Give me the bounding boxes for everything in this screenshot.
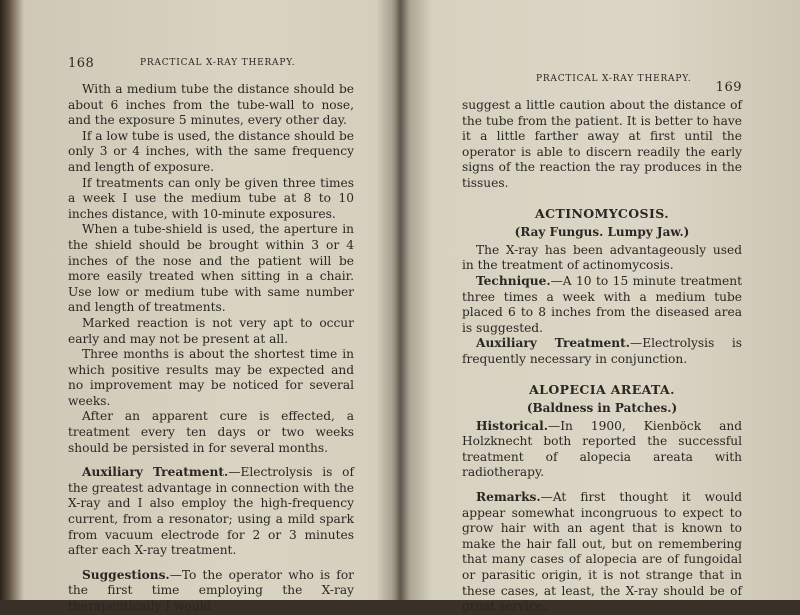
- actinomycosis-heading: ACTINOMYCOSIS.: [535, 205, 669, 221]
- auxiliary-treatment-paragraph-right: [462, 336, 742, 367]
- auxiliary-treatment-paragraph: [68, 465, 354, 559]
- remarks-text: —At first thought it would appear somewhat incongruous to expect to grow hair with an agent that is known to make the hair fall out, but on remembering that many cases of alopecia are of fungoidal or parasitic origin, it is not strange that in these cases, at least, the X-ray should be of great service.: [462, 490, 742, 614]
- paragraph: Marked reaction is not very apt to occur early and may not be present at all.: [68, 315, 354, 346]
- left-page-body: [38, 82, 354, 615]
- book-gutter: [392, 0, 410, 600]
- alopecia-subheading: (Baldness in Patches.): [526, 401, 678, 416]
- suggestions-paragraph: [68, 568, 354, 615]
- auxiliary-treatment-text: —Electrolysis is of the greatest advantage in connection with the X-ray and I also employ the high-frequency current, from a resonator; using a mild spark from vacuum electrode for 2 or 3 minutes after each X-ray treatment.: [68, 465, 354, 558]
- continuation-paragraph: suggest a little caution about the distance of the tube from the patient. It is better to have it a little farther away at first until the operator is able to discern readily the early signs of the reaction the ray produces in the tissues.: [462, 98, 742, 190]
- technique-text: —A 10 to 15 minute treatment three times a week with a medium tube placed 6 to 8 inches from the diseased area is suggested.: [462, 273, 742, 335]
- technique-paragraph: [462, 274, 742, 336]
- right-page-body: [462, 98, 742, 615]
- suggestions-label: Suggestions.: [82, 567, 170, 582]
- paragraph: When a tube-shield is used, the aperture in the shield should be brought within 3 or 4 inches of the nose and the patient will be more easily treated when sitting in a chair. Use low or medium tube with same number and length of treatments.: [68, 222, 354, 315]
- auxiliary-treatment-label: Auxiliary Treatment.: [82, 465, 229, 480]
- right-running-title: PRACTICAL X-RAY THERAPY.: [536, 74, 692, 84]
- historical-text: —In 1900, Kienböck and Holzknecht both reported the successful treatment of alopecia areata with radiotherapy.: [462, 418, 742, 480]
- right-page-number: 169: [715, 80, 742, 95]
- paragraph: After an apparent cure is effected, a treatment every ten days or two weeks should be persisted in for several months.: [68, 409, 354, 455]
- paragraph: Three months is about the shortest time in which positive results may be expected and no improvement may be noticed for several weeks.: [68, 347, 354, 408]
- left-page-number: 168: [68, 56, 95, 71]
- actinomycosis-intro: The X-ray has been advantageously used in the treatment of actinomycosis.: [462, 242, 742, 273]
- left-running-title: PRACTICAL X-RAY THERAPY.: [140, 58, 296, 68]
- paragraph: If a low tube is used, the distance should be only 3 or 4 inches, with the same frequency and length of exposure.: [68, 128, 354, 174]
- paragraph: If treatments can only be given three times a week I use the medium tube at 8 to 10 inches distance, with 10-minute exposures.: [68, 175, 354, 221]
- suggestions-text: —To the operator who is for the first time employing the X-ray therapeutically I would: [68, 567, 354, 613]
- alopecia-heading: ALOPECIA AREATA.: [529, 381, 675, 397]
- technique-label: Technique.: [476, 273, 551, 288]
- paragraph: With a medium tube the distance should be about 6 inches from the tube-wall to nose, and the exposure 5 minutes, every other day.: [68, 82, 354, 128]
- auxiliary-treatment-text-right: —Electrolysis is frequently necessary in conjunction.: [462, 336, 742, 366]
- actinomycosis-subheading: (Ray Fungus. Lumpy Jaw.): [514, 225, 690, 240]
- historical-label: Historical.: [476, 418, 549, 433]
- right-running-head: [462, 74, 742, 94]
- remarks-label: Remarks.: [476, 490, 541, 505]
- auxiliary-treatment-label-right: Auxiliary Treatment.: [476, 336, 631, 351]
- remarks-paragraph: [462, 490, 742, 615]
- historical-paragraph: [462, 419, 742, 481]
- left-page: [38, 56, 354, 615]
- right-page: [462, 74, 742, 615]
- left-running-head: [38, 56, 354, 76]
